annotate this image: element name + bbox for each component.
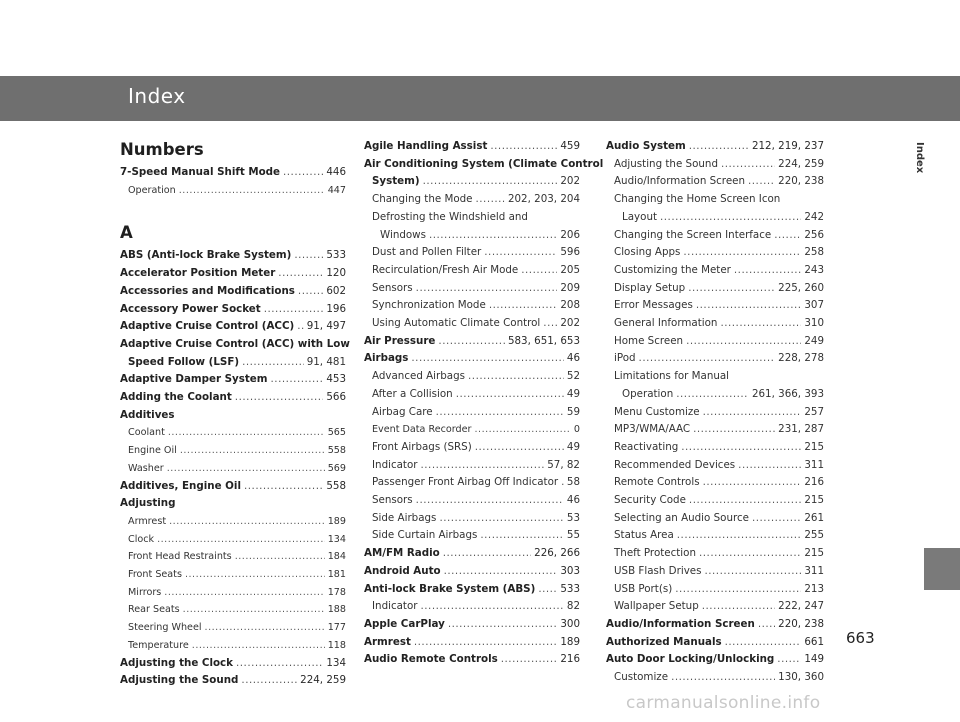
index-entry[interactable]: Anti-lock Brake System (ABS) ..... 533 [364, 581, 580, 599]
index-subentry-continued[interactable]: Layout ..... 242 [606, 209, 824, 227]
index-subentry[interactable]: MP3/WMA/AAC ..... 231, 287 [606, 421, 824, 439]
section-heading-numbers: Numbers [120, 140, 204, 159]
index-entry[interactable]: Android Auto ..... 303 [364, 563, 580, 581]
index-subentry[interactable]: Sensors ..... 46 [364, 492, 580, 510]
index-entry-line[interactable]: Adaptive Cruise Control (ACC) with Low [120, 337, 350, 350]
index-subentry[interactable]: Coolant ..... 565 [120, 424, 346, 442]
index-entry[interactable]: Agile Handling Assist ..... 459 [364, 138, 580, 156]
index-subentry[interactable]: Security Code ..... 215 [606, 492, 824, 510]
index-subentry[interactable]: Airbag Care ..... 59 [364, 404, 580, 422]
index-subentry[interactable]: USB Flash Drives ..... 311 [606, 563, 824, 581]
index-entry[interactable]: Accelerator Position Meter ..... 120 [120, 265, 346, 283]
index-subentry[interactable]: Event Data Recorder ..... 0 [364, 421, 580, 439]
index-entry-continued[interactable]: System) ..... 202 [364, 173, 580, 191]
index-entry[interactable]: Adaptive Cruise Control (ACC) ..... 91, 497 [120, 318, 346, 336]
page-number: 663 [846, 629, 875, 647]
index-subentry[interactable]: Reactivating ..... 215 [606, 439, 824, 457]
section-heading-a: A [120, 223, 133, 243]
index-entry-line[interactable]: Additives [120, 408, 175, 421]
index-subentry[interactable]: Sensors ..... 209 [364, 280, 580, 298]
index-subentry[interactable]: Recirculation/Fresh Air Mode ..... 205 [364, 262, 580, 280]
index-subentry[interactable]: Adjusting the Sound ..... 224, 259 [606, 156, 824, 174]
index-subentry[interactable]: General Information ..... 310 [606, 315, 824, 333]
index-entry[interactable]: AM/FM Radio ..... 226, 266 [364, 545, 580, 563]
index-subentry[interactable]: Side Curtain Airbags ..... 55 [364, 527, 580, 545]
index-column-3 [606, 138, 824, 687]
index-entry[interactable]: Adaptive Damper System ..... 453 [120, 371, 346, 389]
index-subentry[interactable]: Wallpaper Setup ..... 222, 247 [606, 598, 824, 616]
index-subentry[interactable]: Display Setup ..... 225, 260 [606, 280, 824, 298]
index-subentry[interactable]: Indicator ..... 57, 82 [364, 457, 580, 475]
index-entry[interactable]: Adjusting the Clock ..... 134 [120, 655, 346, 673]
index-subentry[interactable]: Selecting an Audio Source ..... 261 [606, 510, 824, 528]
index-subentry[interactable]: Closing Apps ..... 258 [606, 244, 824, 262]
index-entry-continued[interactable]: Speed Follow (LSF) ..... 91, 481 [120, 354, 346, 372]
index-subentry[interactable]: Armrest ..... 189 [120, 513, 346, 531]
index-subentry[interactable]: Error Messages ..... 307 [606, 297, 824, 315]
index-entry[interactable]: Audio Remote Controls ..... 216 [364, 651, 580, 669]
index-subentry[interactable]: Front Airbags (SRS) ..... 49 [364, 439, 580, 457]
index-column-2 [364, 138, 604, 669]
index-subentry[interactable]: Home Screen ..... 249 [606, 333, 824, 351]
index-subentry[interactable]: Customizing the Meter ..... 243 [606, 262, 824, 280]
index-entry[interactable]: Audio System ..... 212, 219, 237 [606, 138, 824, 156]
index-subentry[interactable]: Changing the Mode ..... 202, 203, 204 [364, 191, 580, 209]
index-entry[interactable]: Accessory Power Socket ..... 196 [120, 301, 346, 319]
index-entry[interactable]: Auto Door Locking/Unlocking ..... 149 [606, 651, 824, 669]
index-subentry[interactable]: Temperature ..... 118 [120, 637, 346, 655]
index-entry[interactable]: Airbags ..... 46 [364, 350, 580, 368]
index-subentry[interactable]: Synchronization Mode ..... 208 [364, 297, 580, 315]
index-subentry[interactable]: Using Automatic Climate Control ..... 202 [364, 315, 580, 333]
index-subentry[interactable]: Indicator ..... 82 [364, 598, 580, 616]
side-tab-label[interactable]: Index [914, 142, 925, 174]
index-subentry-continued[interactable]: Windows ..... 206 [364, 227, 580, 245]
index-subentry[interactable]: Rear Seats ..... 188 [120, 601, 346, 619]
index-subentry[interactable]: Front Head Restraints ..... 184 [120, 548, 346, 566]
index-subentry[interactable]: Recommended Devices ..... 311 [606, 457, 824, 475]
index-subentry-line[interactable]: Defrosting the Windshield and [372, 210, 528, 223]
index-subentry[interactable]: After a Collision ..... 49 [364, 386, 580, 404]
index-entry-line[interactable]: Air Conditioning System (Climate Control [364, 157, 604, 170]
index-column-1 [120, 138, 350, 690]
index-subentry[interactable]: USB Port(s) ..... 213 [606, 581, 824, 599]
side-tab-marker [924, 548, 960, 590]
index-subentry[interactable]: Front Seats ..... 181 [120, 566, 346, 584]
page-title: Index [128, 84, 186, 108]
index-subentry[interactable]: Washer ..... 569 [120, 460, 346, 478]
index-subentry[interactable]: Steering Wheel ..... 177 [120, 619, 346, 637]
index-subentry[interactable]: Side Airbags ..... 53 [364, 510, 580, 528]
index-entry[interactable]: Audio/Information Screen ..... 220, 238 [606, 616, 824, 634]
index-entry[interactable]: Additives, Engine Oil ..... 558 [120, 478, 346, 496]
index-entry[interactable]: ABS (Anti-lock Brake System) ..... 533 [120, 247, 346, 265]
index-subentry[interactable]: Advanced Airbags ..... 52 [364, 368, 580, 386]
watermark-text: carmanualsonline.info [626, 693, 821, 713]
index-subentry-continued[interactable]: Operation ..... 261, 366, 393 [606, 386, 824, 404]
index-entry-line[interactable]: Adjusting [120, 497, 176, 510]
index-subentry[interactable]: Remote Controls ..... 216 [606, 474, 824, 492]
index-subentry[interactable]: Audio/Information Screen ..... 220, 238 [606, 173, 824, 191]
index-subentry[interactable]: Menu Customize ..... 257 [606, 404, 824, 422]
index-subentry[interactable]: Customize ..... 130, 360 [606, 669, 824, 687]
index-subentry-line[interactable]: Limitations for Manual [614, 370, 730, 383]
index-entry[interactable]: Armrest ..... 189 [364, 634, 580, 652]
index-subentry[interactable]: Operation ..... 447 [120, 182, 346, 200]
index-subentry[interactable]: Clock ..... 134 [120, 531, 346, 549]
index-entry[interactable]: 7-Speed Manual Shift Mode ..... 446 [120, 164, 346, 182]
index-entry[interactable]: Air Pressure ..... 583, 651, 653 [364, 333, 580, 351]
index-subentry[interactable]: Theft Protection ..... 215 [606, 545, 824, 563]
index-entry[interactable]: Adjusting the Sound ..... 224, 259 [120, 672, 346, 690]
index-subentry[interactable]: Passenger Front Airbag Off Indicator ..... 58 [364, 474, 580, 492]
index-subentry[interactable]: Dust and Pollen Filter ..... 596 [364, 244, 580, 262]
index-subentry[interactable]: Mirrors ..... 178 [120, 584, 346, 602]
index-entry[interactable]: Apple CarPlay ..... 300 [364, 616, 580, 634]
index-subentry[interactable]: Engine Oil ..... 558 [120, 442, 346, 460]
index-subentry[interactable]: Changing the Screen Interface ..... 256 [606, 227, 824, 245]
index-subentry[interactable]: Status Area ..... 255 [606, 527, 824, 545]
index-entry[interactable]: Accessories and Modifications ..... 602 [120, 283, 346, 301]
index-entry[interactable]: Adding the Coolant ..... 566 [120, 389, 346, 407]
index-entry[interactable]: Authorized Manuals ..... 661 [606, 634, 824, 652]
index-subentry-line[interactable]: Changing the Home Screen Icon [614, 193, 781, 206]
index-subentry[interactable]: iPod ..... 228, 278 [606, 350, 824, 368]
